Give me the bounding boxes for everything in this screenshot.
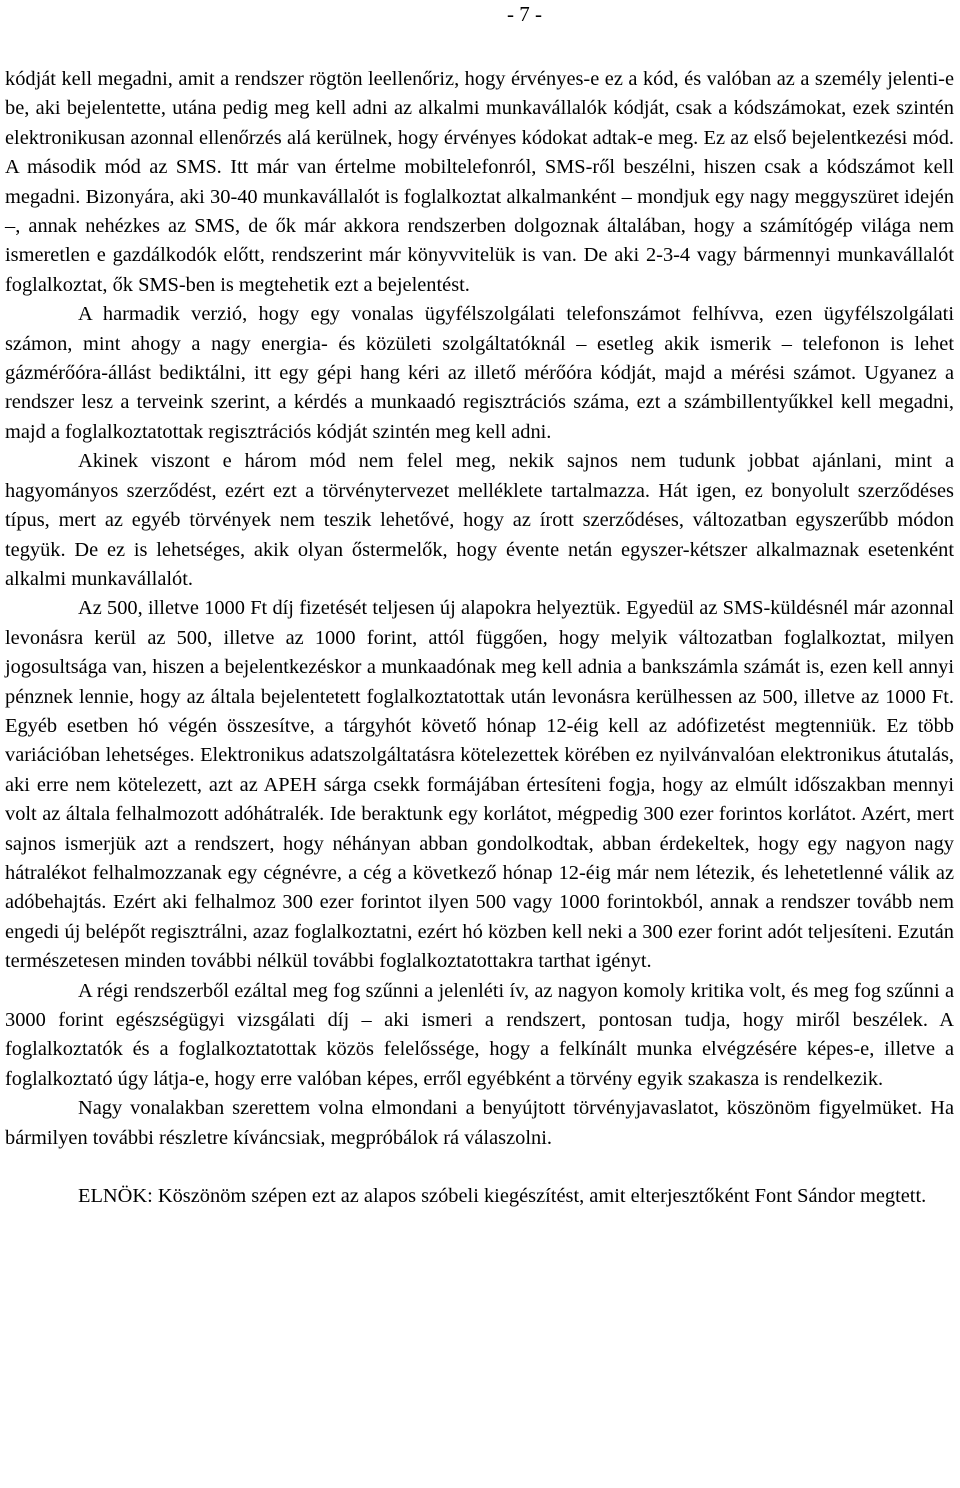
paragraph-2: A harmadik verzió, hogy egy vonalas ügyfélszolgálati telefonszámot felhívva, ezen ügyfélszolgálati számon, mint ahogy a nagy energia- és közületi szolgáltatóknál – esetleg akik ismerik – telefonon is lehet gázmérőóra-állást bediktálni, itt egy gépi hang kéri az illető mérőóra kódját, majd a mérési számot. Ugyanez a rendszer lesz a terveink szerint, a kérdés a munkaadó regisztrációs száma, ezt a számbillentyűkkel kell megadni, majd a foglalkoztatottak regisztrációs kódját szintén meg kell adni. [5, 303, 954, 443]
paragraph-4: Az 500, illetve 1000 Ft díj fizetését teljesen új alapokra helyeztük. Egyedül az SMS-küldésnél már azonnal levonásra kerül az 500, illetve az 1000 forint, attól függően, hogy melyik változatban foglalkoztat, milyen jogosultsága van, hiszen a bejelentkezéskor a munkaadónak meg kell adnia a bankszámla számát is, ezen kell annyi pénznek lennie, hogy az általa bejelentetett foglalkoztatottak után levonásra kerülhessen az 500, illetve az 1000 Ft. Egyéb esetben hó végén összesítve, a tárgyhót követő hónap 12-éig kell az adófizetést megtenniük. Ez több variációban lehetséges. Elektronikus adatszolgáltatásra kötelezettek körében ez nyilvánvalóan elektronikus átutalás, aki erre nem kötelezett, azt az APEH sárga csekk formájában értesíteni fogja, hogy az elmúlt időszakban mennyi volt az általa felhalmozott adóhátralék. Ide beraktunk egy korlátot, mégpedig 300 ezer forintos korlátot. Azért, mert sajnos ismerjük azt a rendszert, hogy néhányan abban gondolkodtak, abban érdekeltek, hogy egy nagyon nagy hátralékot felhalmozzanak egy cégnévre, a cég a következő hónap 12-éig már nem létezik, és lehetetlenné válik az adóbehajtás. Ezért aki felhalmoz 300 ezer forintot ilyen 500 vagy 1000 forintokból, annak a rendszer tovább nem engedi új belépőt regisztrálni, azaz foglalkoztatni, ezért hó közben kell neki a 300 ezer forint adót teljesíteni. Ezután természetesen minden további nélkül további foglalkoztatottakra tarthat igényt. [5, 597, 954, 973]
document-body [5, 65, 954, 1211]
paragraph-3: Akinek viszont e három mód nem felel meg, nekik sajnos nem tudunk jobbat ajánlani, mint a hagyományos szerződést, ezért ezt a törvénytervezet melléklete tartalmazza. Hát igen, ez bonyolult szerződéses típus, mert az egyéb törvények nem teszik lehetővé, hogy az írott szerződéses, változatban egyszerűbb módon tegyük. De ez is lehetséges, akik olyan őstermelők, hogy évente netán egyszer-kétszer alkalmaznak esetenként alkalmi munkavállalót. [5, 450, 954, 590]
paragraph-5: A régi rendszerből ezáltal meg fog szűnni a jelenléti ív, az nagyon komoly kritika volt, és meg fog szűnni a 3000 forint egészségügyi vizsgálati díj – aki ismeri a rendszert, pontosan tudja, hogy miről beszélek. A foglalkoztatók és a foglalkoztatottak közös felelőssége, hogy a felkínált munka elvégzésére képes-e, illetve a foglalkoztató úgy látja-e, hogy erre valóban képes, erről egyébként a törvény egyik szakasza is rendelkezik. [5, 979, 954, 1090]
paragraph-chair-remark: ELNÖK: Köszönöm szépen ezt az alapos szóbeli kiegészítést, amit elterjesztőként Font Sándor megtett. [78, 1185, 927, 1208]
paragraph-1: kódját kell megadni, amit a rendszer rögtön leellenőriz, hogy érvényes-e ez a kód, és valóban az a személy jelenti-e be, aki bejelentette, utána pedig meg kell adni az alkalmi munkavállalók kódját, csak a kódszámokat, ezek szintén elektronikusan azonnal ellenőrzés alá kerülnek, hogy érvényes kódokat adtak-e meg. Ez az első bejelentkezési mód. A második mód az SMS. Itt már van értelme mobiltelefonról, SMS-ről beszélni, hiszen csak a kódszámot kell megadni. Bizonyára, aki 30-40 munkavállalót is foglalkoztat alkalmanként – mondjuk egy nagy meggyszüret idején –, annak nehézkes az SMS, de ők már akkora rendszerben dolgoznak általában, hogy a számítógép világa nem ismeretlen e gazdálkodók előtt, rendszerint már könyvvitelük is van. De aki 2-3-4 vagy bármennyi munkavállalót foglalkoztat, ők SMS-ben is megtehetik ezt a bejelentést. [5, 68, 954, 296]
paragraph-6: Nagy vonalakban szerettem volna elmondani a benyújtott törvényjavaslatot, köszönöm figyelmüket. Ha bármilyen további részletre kíváncsiak, megpróbálok rá válaszolni. [5, 1097, 954, 1149]
page-number: - 7 - [507, 2, 542, 26]
